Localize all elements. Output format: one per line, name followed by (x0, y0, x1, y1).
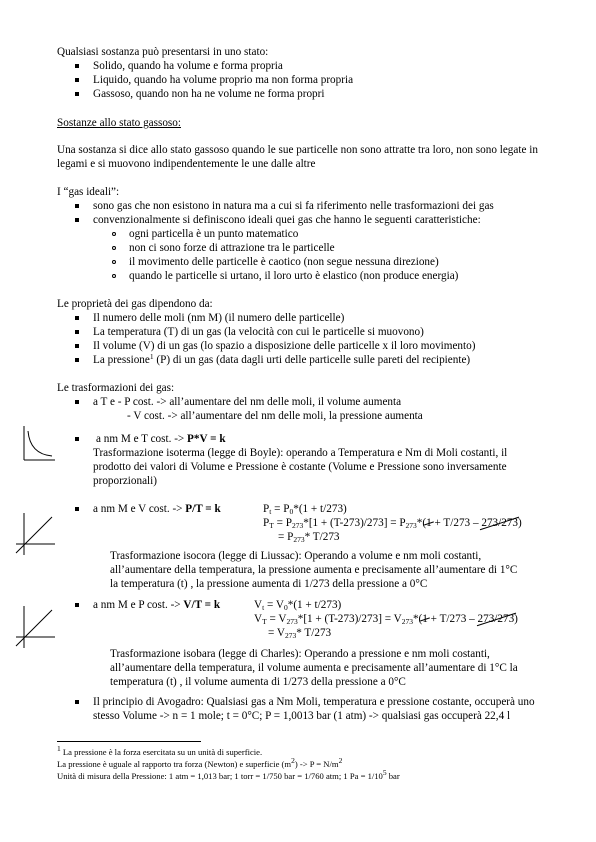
sub-list-item (112, 269, 116, 283)
boyle-condition (96, 432, 226, 446)
eq-sub: 273 (293, 535, 305, 544)
avogadro-text: Il principio di Avogadro: Qualsiasi gas a Nm Moli, temperatura e pressione costante, occuperà uno (93, 696, 535, 708)
sub-list-item-text: il movimento delle particelle è caotico (non segue nessuna direzione) (129, 256, 439, 268)
charles-equation-1 (254, 598, 341, 612)
footnote-sup: 2 (291, 756, 295, 765)
list-item (75, 59, 79, 73)
eq-sub: 273 (284, 631, 297, 640)
square-bullet-icon (75, 330, 79, 334)
eq-sub: 0 (283, 603, 288, 612)
eq-text: + T/273 – (427, 613, 478, 625)
footnote-text: Unità di misura della Pressione: 1 atm = 1,013 bar; 1 torr = 1/750 bar = 1/760 atm; 1 Pa = 1/10 (57, 771, 383, 781)
boyle-description: prodotto dei valori di Volume e Pressione è costante (Volume e Pressione sono inversamente (93, 461, 507, 473)
square-bullet-icon (75, 700, 79, 704)
list-item-text: convenzionalmente si definiscono ideali quei gas che hanno le seguenti caratteristiche: (93, 214, 481, 226)
eq-text: *[1 + (T-273)/273] = V (297, 613, 402, 625)
liussac-formula: P/T = k (185, 503, 221, 515)
list-item (75, 695, 79, 709)
square-bullet-icon (75, 78, 79, 82)
eq-text: P (263, 503, 270, 515)
eq-text: *(1 + t/273) (287, 599, 342, 611)
charles-condition (93, 598, 220, 612)
square-bullet-icon (75, 603, 79, 607)
charles-description: all’aumentare della temperatura, il volume aumenta e precisamente all’aumentare di 1°C la (110, 662, 518, 674)
eq-text: *(1 + t/273) (293, 503, 347, 515)
square-bullet-icon (75, 400, 79, 404)
sub-list-item (112, 241, 116, 255)
stati-intro: Qualsiasi sostanza può presentarsi in uno stato: (57, 46, 269, 58)
sub-list-item-text: quando le particelle si urtano, il loro urto è elastico (non produce energia) (129, 270, 459, 282)
liussac-description: all’aumentare della temperatura, la pressione aumenta e precisamente all’aumentare di 1°C (110, 564, 518, 576)
sub-list-item (112, 227, 116, 241)
list-item (75, 213, 79, 227)
boyle-description: proporzionali) (93, 475, 157, 487)
eq-sub: 273 (286, 617, 298, 626)
paragraph-line: legami e si muovono indipendentemente le une dalle altre (57, 158, 316, 170)
liussac-equation-3 (278, 530, 340, 544)
eq-text: = P (278, 531, 294, 543)
charles-equation-3 (268, 626, 331, 640)
footnote-line (57, 744, 263, 758)
isobaric-line-graph (14, 604, 56, 650)
circle-bullet-icon (112, 246, 116, 250)
boyle-description: Trasformazione isoterma (legge di Boyle): operando a Temperatura e Nm di Moli costanti, il (93, 447, 508, 459)
footnote-separator (57, 741, 201, 742)
circle-bullet-icon (112, 232, 116, 236)
eq-sub: T (269, 521, 274, 530)
square-bullet-icon (75, 218, 79, 222)
liussac-description: Trasformazione isocora (legge di Liussac): Operando a volume e nm moli costanti, (110, 550, 482, 562)
eq-text: ) (514, 613, 518, 625)
footnote-ref: 1 (149, 352, 154, 361)
section-heading-proprieta: Le proprietà dei gas dipendono da: (57, 298, 213, 310)
list-item-text: Il numero delle moli (nm M) (il numero delle particelle) (93, 312, 345, 324)
square-bullet-icon (75, 64, 79, 68)
eq-text: *[1 + (T-273)/273] = P (303, 517, 406, 529)
list-item-text: Il volume (V) di un gas (lo spazio a disposizione delle particelle x il loro movimento) (93, 340, 476, 352)
eq-sub: t (262, 603, 265, 612)
eq-text: = V (266, 613, 287, 625)
eq-struck: 1 (426, 517, 432, 529)
list-item (75, 353, 79, 367)
list-item (75, 311, 79, 325)
section-heading-gas-ideali: I “gas ideali”: (57, 186, 120, 198)
footnote-line (57, 768, 400, 782)
liussac-equation-1 (263, 502, 347, 516)
charles-formula: V/T = k (183, 599, 221, 611)
list-item (75, 325, 79, 339)
eq-text: *( (416, 517, 427, 529)
eq-text: = P (273, 517, 292, 529)
circle-bullet-icon (112, 274, 116, 278)
list-item (75, 598, 79, 612)
list-item-text: Liquido, quando ha volume proprio ma non forma propria (93, 74, 354, 86)
square-bullet-icon (75, 344, 79, 348)
eq-text: V (254, 599, 263, 611)
boyle-cond-text: a nm M e T cost. -> (96, 433, 188, 445)
eq-struck: 1 (422, 613, 428, 625)
charles-description: temperatura (t) , il volume aumenta di 1/273 della pressione a 0°C (110, 676, 406, 688)
square-bullet-icon (75, 358, 79, 362)
list-item (75, 502, 79, 516)
footnote-text: La pressione è uguale al rapporto tra forza (Newton) e superficie (m (57, 759, 292, 769)
footnote-sup: 2 (338, 756, 343, 765)
list-item (75, 199, 79, 213)
list-item (75, 73, 79, 87)
eq-text: = P (271, 503, 290, 515)
paragraph-line: Una sostanza si dice allo stato gassoso quando le sue particelle non sono attratte tra loro, non sono legate in (57, 144, 538, 156)
isotherm-curve-graph (14, 424, 56, 462)
list-item-text: La temperatura (T) di un gas (la velocità con cui le particelle si muovono) (93, 326, 424, 338)
footnote-text: ) -> P = N/m (294, 759, 339, 769)
square-bullet-icon (75, 316, 79, 320)
pressione-text: (P) di un gas (data dagli urti delle particelle sulle pareti del recipiente) (153, 354, 471, 366)
isochoric-line-graph (14, 511, 56, 557)
eq-text: V (254, 613, 263, 625)
square-bullet-icon (75, 204, 79, 208)
eq-sub: 273 (401, 617, 413, 626)
sub-list-item-text: non ci sono forze di attrazione tra le particelle (129, 242, 335, 254)
circle-bullet-icon (112, 260, 116, 264)
footnote-text: bar (386, 771, 400, 781)
eq-text: = V (264, 599, 284, 611)
square-bullet-icon (75, 92, 79, 96)
avogadro-text: stesso Volume -> n = 1 mole; t = 0°C; P = 1,0013 bar (1 atm) -> qualsiasi gas occuperà 22,4 l (93, 710, 511, 722)
eq-sub: 273 (405, 521, 417, 530)
eq-sub: 0 (289, 507, 294, 516)
liussac-condition (93, 502, 221, 516)
list-item-text: Solido, quando ha volume e forma propria (93, 60, 283, 72)
list-item-text (93, 353, 470, 367)
sub-list-item (112, 255, 116, 269)
liussac-equation-2 (263, 516, 522, 530)
eq-text: * T/273 (296, 627, 332, 639)
list-item-text: Gassoso, quando non ha ne volume ne forma propri (93, 88, 325, 100)
section-heading-gassoso: Sostanze allo stato gassoso: (57, 117, 181, 129)
charles-description: Trasformazione isobara (legge di Charles): Operando a pressione e nm moli costanti, (110, 648, 490, 660)
eq-struck: 273/273 (477, 613, 515, 625)
square-bullet-icon (75, 437, 79, 441)
section-heading-trasformazioni: Le trasformazioni dei gas: (57, 382, 175, 394)
list-item-text: a T e - P cost. -> all’aumentare del nm delle moli, il volume aumenta (93, 396, 402, 408)
list-item (75, 395, 79, 409)
eq-sub: 273 (291, 521, 304, 530)
liussac-cond-text: a nm M e V cost. -> (93, 503, 186, 515)
eq-text: * T/273 (304, 531, 340, 543)
charles-equation-2 (254, 612, 518, 626)
list-item (75, 339, 79, 353)
eq-sub: t (269, 507, 272, 516)
footnote-text: La pressione è la forza esercitata su un unità di superficie. (60, 747, 263, 757)
sub-list-item-text: ogni particella è un punto matematico (129, 228, 299, 240)
pressione-label: La pressione (93, 354, 150, 366)
eq-sub: T (262, 617, 267, 626)
footnote-line (57, 756, 343, 770)
boyle-formula: P*V = k (187, 433, 226, 445)
eq-text: + T/273 – (431, 517, 482, 529)
list-item-text: - V cost. -> all’aumentare del nm delle moli, la pressione aumenta (127, 410, 423, 422)
eq-text: ) (518, 517, 522, 529)
square-bullet-icon (75, 507, 79, 511)
charles-cond-text: a nm M e P cost. -> (93, 599, 184, 611)
footnote-number: 1 (57, 744, 61, 753)
eq-text: = V (268, 627, 285, 639)
footnote-sup: 5 (382, 768, 387, 777)
list-item (75, 87, 79, 101)
eq-text: *( (412, 613, 423, 625)
liussac-description: la temperatura (t) , la pressione aumenta di 1/273 della pressione a 0°C (110, 578, 428, 590)
list-item-text: sono gas che non esistono in natura ma a cui si fa riferimento nelle trasformazioni dei gas (93, 200, 494, 212)
eq-text: P (263, 517, 270, 529)
eq-struck: 273/273 (481, 517, 519, 529)
list-item (75, 432, 79, 446)
